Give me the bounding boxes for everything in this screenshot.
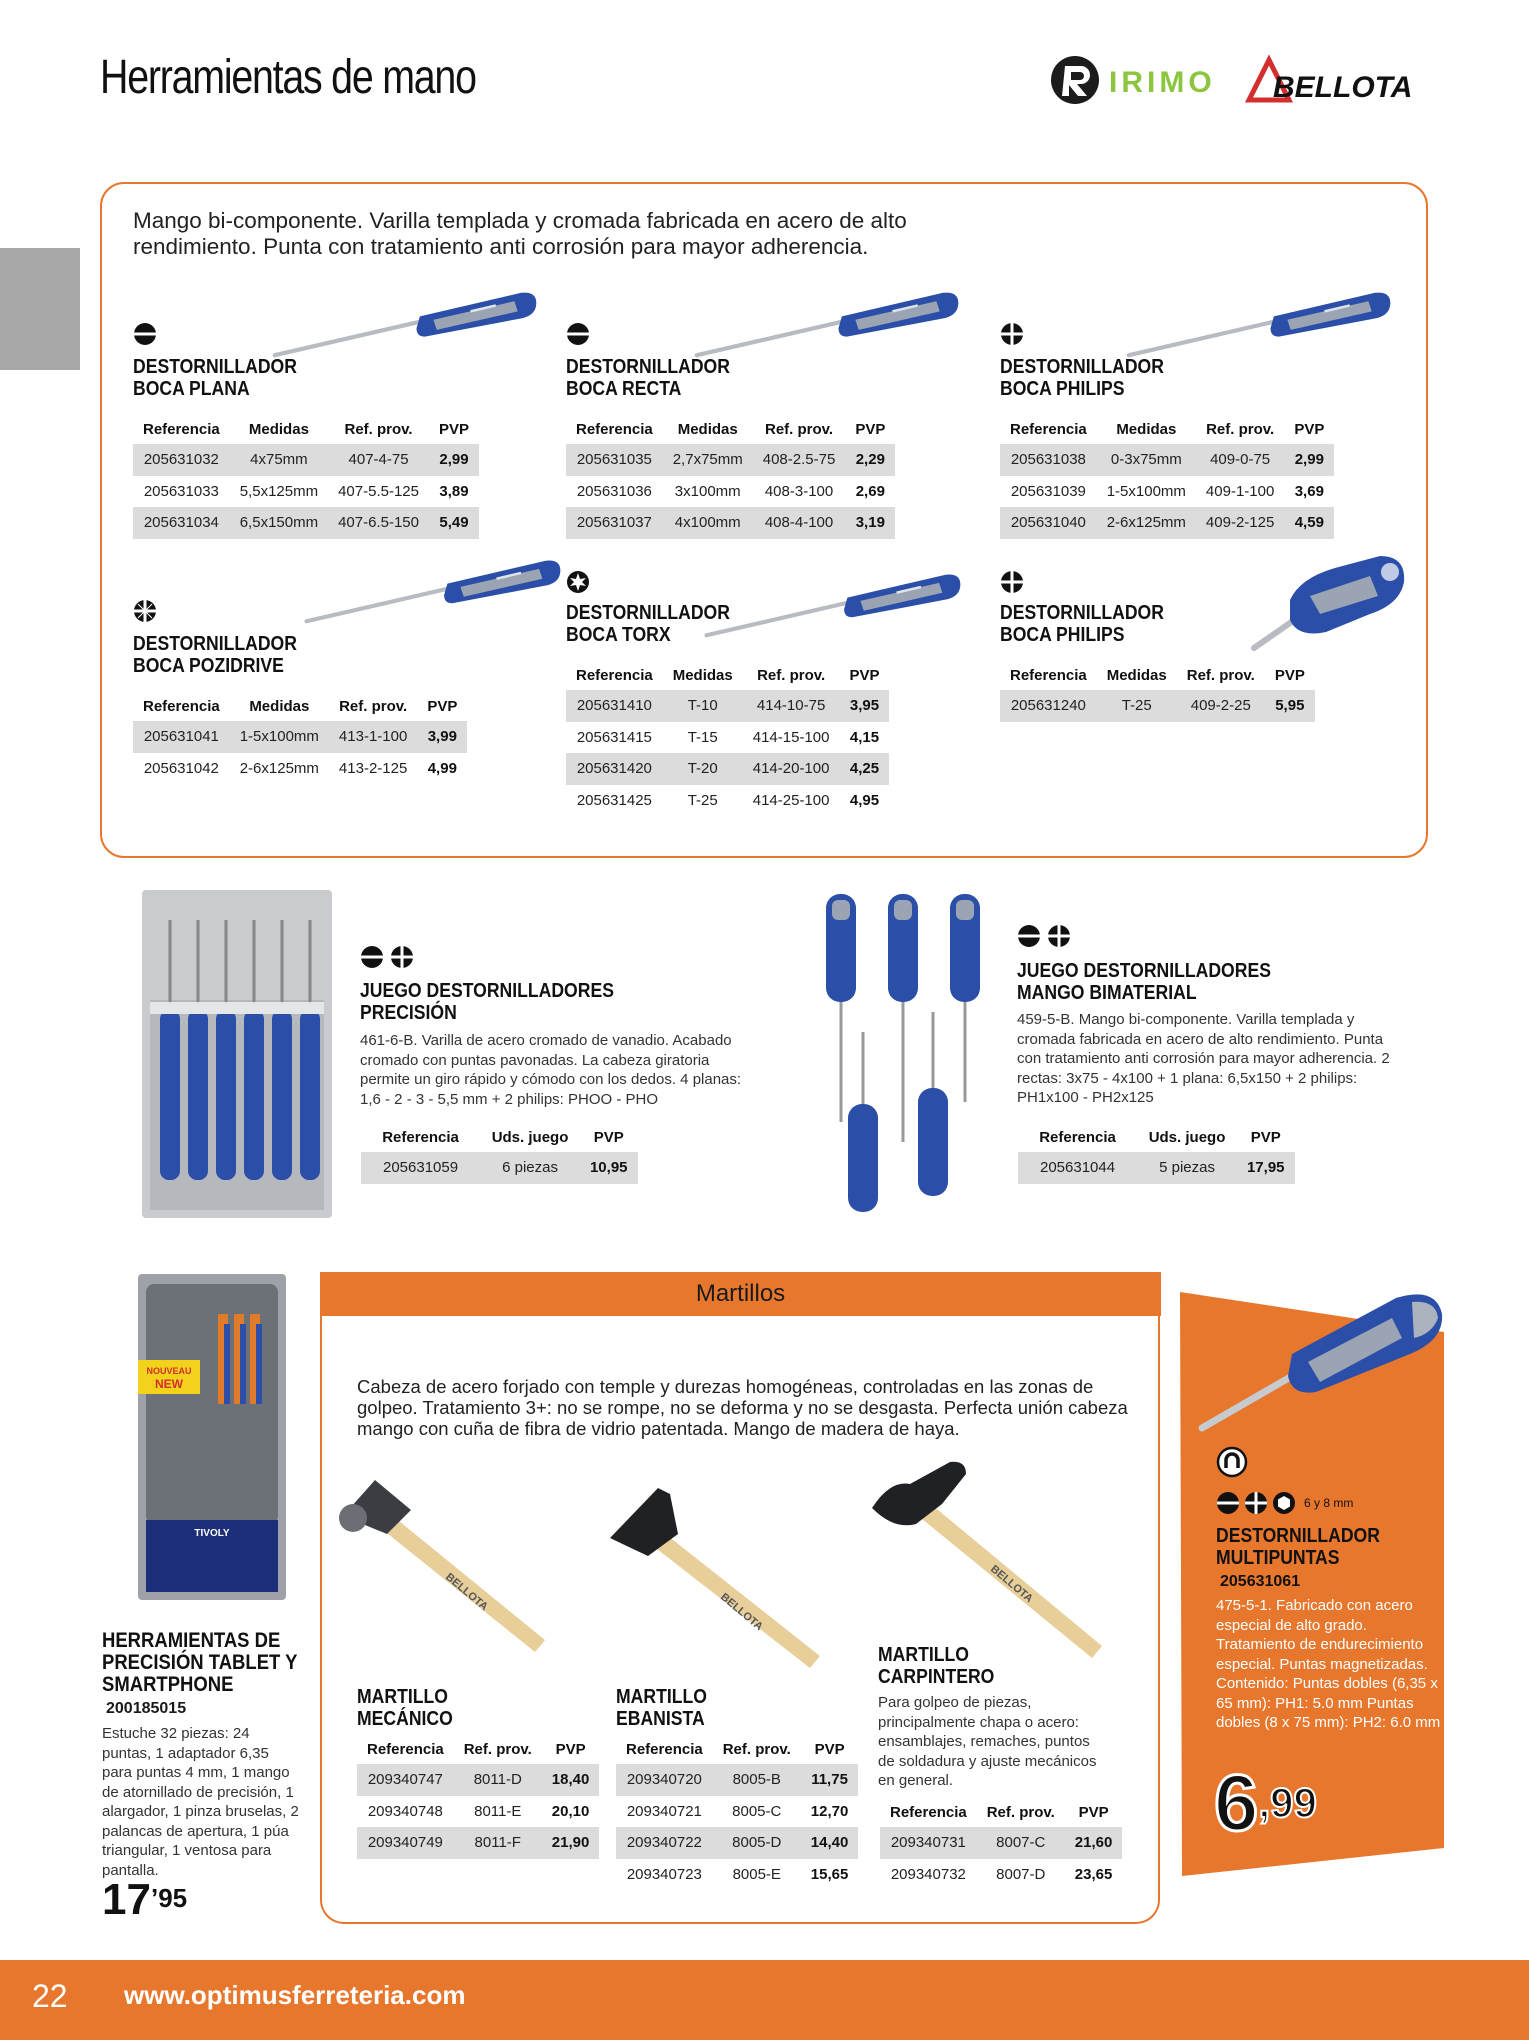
spec-table: Referencia Medidas Ref. prov. PVP 205631035 2,7x75mm 408-2.5-75 2,29 205631036 3x100mm 408-3-100 2,69 205631037 4x100mm 408-4-100 3,19	[566, 414, 895, 539]
spec-table: Referencia Ref. prov. PVP 209340731 8007-C 21,60 209340732 8007-D 23,65	[880, 1797, 1122, 1890]
table-row: 209340722 8005-D 14,40	[616, 1827, 858, 1859]
table-row: 205631420 T-20 414-20-100 4,25	[566, 753, 889, 785]
table-row: 205631425 T-25 414-25-100 4,95	[576, 791, 880, 809]
website-link[interactable]: www.optimusferreteria.com	[124, 1980, 466, 2010]
spec-table: Referencia Medidas Ref. prov. PVP 205631240 T-25 409-2-25 5,95	[1000, 660, 1315, 722]
table-row: 205631038 0-3x75mm 409-0-75 2,99	[1000, 444, 1334, 476]
handle-brand-text: BELLOTA	[718, 1591, 765, 1634]
product-title: MARTILLO CARPINTERO	[878, 1644, 995, 1688]
spec-table: Referencia Uds. juego PVP 205631044 5 piezas 17,95	[1018, 1122, 1295, 1184]
screwdriver-straight-image	[690, 284, 960, 364]
product-reference: 200185015	[106, 1700, 187, 1717]
section-side-tab	[0, 248, 80, 370]
product-title: MARTILLO EBANISTA	[616, 1686, 707, 1730]
hammer-mecanico-image	[335, 1470, 560, 1660]
page-number: 22	[32, 1978, 68, 2014]
table-row: 209340723 8005-E 15,65	[626, 1865, 849, 1883]
flat-tip-icon	[566, 322, 590, 346]
table-row: 205631034 6,5x150mm 407-6.5-150 5,49	[133, 507, 479, 539]
product-title: JUEGO DESTORNILLADORES PRECISIÓN	[360, 980, 614, 1024]
screwdriver-phillips-image	[1122, 284, 1392, 364]
hex-sizes: 6 y 8 mm	[1304, 1496, 1354, 1510]
table-row: 205631037 4x100mm 408-4-100 3,19	[566, 507, 895, 539]
spec-table: Referencia Medidas Ref. prov. PVP 205631410 T-10 414-10-75 3,95 205631415 T-15 414-15-100 4,15 205631420 T-20 414-20-100 4,25 205631425 T-25 414-25-100 4,95	[566, 660, 889, 816]
spec-table: Referencia Uds. juego PVP 205631059 6 piezas 10,95	[361, 1122, 638, 1184]
table-row: 209340720 8005-B 11,75	[616, 1764, 858, 1796]
table-row: 205631033 5,5x125mm 407-5.5-125 3,89	[143, 482, 469, 500]
table-row: 205631041 1-5x100mm 413-1-100 3,99	[133, 721, 467, 753]
table-row: 205631035 2,7x75mm 408-2.5-75 2,29	[566, 444, 895, 476]
hammer-carpintero-image	[870, 1458, 1110, 1668]
phillips-tip-icon	[1244, 1491, 1268, 1515]
page-title: Herramientas de mano	[100, 51, 476, 104]
phillips-tip-icon	[1000, 322, 1024, 346]
phillips-tip-icon	[1047, 924, 1071, 948]
price: $17^{’95}$	[102, 1875, 188, 1924]
multipuntas-screwdriver-image	[1196, 1284, 1446, 1434]
table-row: 205631410 T-10 414-10-75 3,95	[566, 690, 889, 722]
table-row: 209340747 8011-D 18,40	[357, 1764, 599, 1796]
product-title: DESTORNILLADOR BOCA PHILIPS	[1000, 356, 1164, 400]
table-row: 209340732 8007-D 23,65	[890, 1865, 1113, 1883]
product-title: DESTORNILLADOR BOCA RECTA	[566, 356, 730, 400]
handle-brand-text: BELLOTA	[988, 1563, 1035, 1606]
flat-tip-icon	[1216, 1491, 1240, 1515]
table-row: 205631044 5 piezas 17,95	[1018, 1152, 1295, 1184]
product-description: Estuche 32 piezas: 24 puntas, 1 adaptador 6,35 para puntas 4 mm, 1 mango de atornillado de precisión, 1 alargador, 1 pinza bruselas, 2 palancas de apertura, 1 púa triangular, 1 ventosa para pantalla.	[102, 1725, 299, 1879]
hammer-ebanista-image	[608, 1486, 833, 1676]
product-reference: 205631061	[1220, 1573, 1301, 1590]
bimaterial-set-image	[818, 892, 990, 1216]
brand-logos	[1051, 52, 1441, 108]
product-title: DESTORNILLADOR MULTIPUNTAS	[1216, 1525, 1380, 1569]
product-description: Para golpeo de piezas, principalmente chapa o acero: ensamblajes, remaches, puntos de soldadura y ajuste mecánicos en general.	[878, 1694, 1097, 1789]
torx-tip-icon	[566, 570, 590, 594]
table-row: 205631240 T-25 409-2-25 5,95	[1000, 690, 1315, 722]
table-row: 209340731 8007-C 21,60	[880, 1827, 1122, 1859]
martillos-intro: Cabeza de acero forjado con temple y durezas homogéneas, controladas en las zonas de golpeo. Tratamiento 3+: no se rompe, no se deforma y no se desgasta. Perfecta unión cabeza mango con cuña de fibra de vidrio patentada. Mango de madera de haya.	[357, 1376, 1128, 1439]
table-row: 205631040 2-6x125mm 409-2-125 4,59	[1000, 507, 1334, 539]
product-description: 475-5-1. Fabricado con acero especial de alto grado. Tratamiento de endurecimiento especial. Puntas magnetizadas. Contenido: Puntas dobles (6,35 x 65 mm): PH1: 5.0 mm Puntas dobles (8 x 75 mm): PH2: 6.0 mm	[1216, 1597, 1441, 1731]
table-row: 205631032 4x75mm 407-4-75 2,99	[133, 444, 479, 476]
bellota-logo	[1249, 60, 1412, 104]
flat-tip-icon	[360, 945, 384, 969]
phillips-tip-icon	[390, 945, 414, 969]
screwdriver-flat-image	[268, 284, 538, 364]
screwdriver-torx-image	[700, 560, 962, 650]
screwdrivers-intro: Mango bi-componente. Varilla templada y cromada fabricada en acero de alto rendimiento. Punta con tratamiento anti corrosión para mayor adherencia.	[133, 208, 907, 259]
spec-table: Referencia Medidas Ref. prov. PVP 205631041 1-5x100mm 413-1-100 3,99 205631042 2-6x125mm 413-2-125 4,99	[133, 691, 467, 784]
product-title: JUEGO DESTORNILLADORES MANGO BIMATERIAL	[1017, 960, 1271, 1004]
flat-tip-icon	[1017, 924, 1041, 948]
table-row: 209340748 8011-E 20,10	[367, 1802, 590, 1820]
table-row: 205631036 3x100mm 408-3-100 2,69	[576, 482, 885, 500]
tablet-kit-image	[138, 1274, 286, 1600]
tip-icons	[1017, 924, 1071, 948]
product-title: DESTORNILLADOR BOCA PHILIPS	[1000, 602, 1164, 646]
screwdriver-pozidrive-image	[300, 552, 562, 630]
precision-set-image	[142, 890, 332, 1218]
bellota-wordmark: BELLOTA	[1273, 71, 1413, 104]
product-title: DESTORNILLADOR BOCA POZIDRIVE	[133, 633, 297, 677]
stubby-screwdriver-image	[1240, 548, 1410, 658]
spec-table: Referencia Medidas Ref. prov. PVP 205631032 4x75mm 407-4-75 2,99 205631033 5,5x125mm 407-5.5-125 3,89 205631034 6,5x150mm 407-6.5-150 5,49	[133, 414, 479, 539]
product-title: MARTILLO MECÁNICO	[357, 1686, 453, 1730]
product-title: HERRAMIENTAS DE PRECISIÓN TABLET Y SMARTPHONE	[102, 1629, 298, 1696]
spec-table: Referencia Medidas Ref. prov. PVP 205631038 0-3x75mm 409-0-75 2,99 205631039 1-5x100mm 409-1-100 3,69 205631040 2-6x125mm 409-2-125 4,59	[1000, 414, 1334, 539]
product-description: 459-5-B. Mango bi-componente. Varilla templada y cromada fabricada en acero de alto rendimiento. Punta con tratamiento anti corrosión para mayor adherencia. 2 rectas: 3x75 - 4x100 + 1 plana: 6,5x150 + 2 philips: PH1x100 - PH2x125	[1017, 1011, 1390, 1106]
handle-brand-text: BELLOTA	[443, 1571, 490, 1614]
table-row: 205631059 6 piezas 10,95	[361, 1152, 638, 1184]
magnet-icon	[1216, 1446, 1248, 1478]
martillos-header: Martillos	[320, 1272, 1161, 1316]
phillips-tip-icon	[1000, 570, 1024, 594]
irimo-logo	[1051, 56, 1216, 104]
new-badge-line2: NEW	[155, 1377, 183, 1391]
table-row: 205631042 2-6x125mm 413-2-125 4,99	[143, 759, 457, 777]
spec-table: Referencia Ref. prov. PVP 209340747 8011-D 18,40 209340748 8011-E 20,10 209340749 8011-F 21,90	[357, 1734, 599, 1859]
tip-icons	[1216, 1491, 1353, 1515]
table-row: 209340721 8005-C 12,70	[626, 1802, 849, 1820]
product-title: DESTORNILLADOR BOCA PLANA	[133, 356, 297, 400]
tivoly-wordmark: TIVOLY	[194, 1528, 230, 1539]
product-description: 461-6-B. Varilla de acero cromado de vanadio. Acabado cromado con puntas pavonadas. La cabeza giratoria permite un giro rápido y cómodo con los dedos. 4 planas: 1,6 - 2 - 3 - 5,5 mm + 2 philips: PHOO - PHO	[360, 1032, 742, 1108]
new-badge-line1: NOUVEAU	[146, 1366, 192, 1376]
pozidrive-tip-icon	[133, 599, 157, 623]
promo-price: $6^{,99}$	[1214, 1758, 1317, 1847]
irimo-wordmark: IRIMO	[1109, 66, 1216, 99]
product-title: DESTORNILLADOR BOCA TORX	[566, 602, 730, 646]
tip-icons	[360, 945, 414, 969]
spec-table: Referencia Ref. prov. PVP 209340720 8005-B 11,75 209340721 8005-C 12,70 209340722 8005-D 14,40 209340723 8005-E 15,65	[616, 1734, 858, 1890]
table-row: 209340749 8011-F 21,90	[357, 1827, 599, 1859]
table-row: 205631415 T-15 414-15-100 4,15	[576, 728, 880, 746]
flat-tip-icon	[133, 322, 157, 346]
table-row: 205631039 1-5x100mm 409-1-100 3,69	[1010, 482, 1324, 500]
hex-tip-icon	[1272, 1491, 1296, 1515]
